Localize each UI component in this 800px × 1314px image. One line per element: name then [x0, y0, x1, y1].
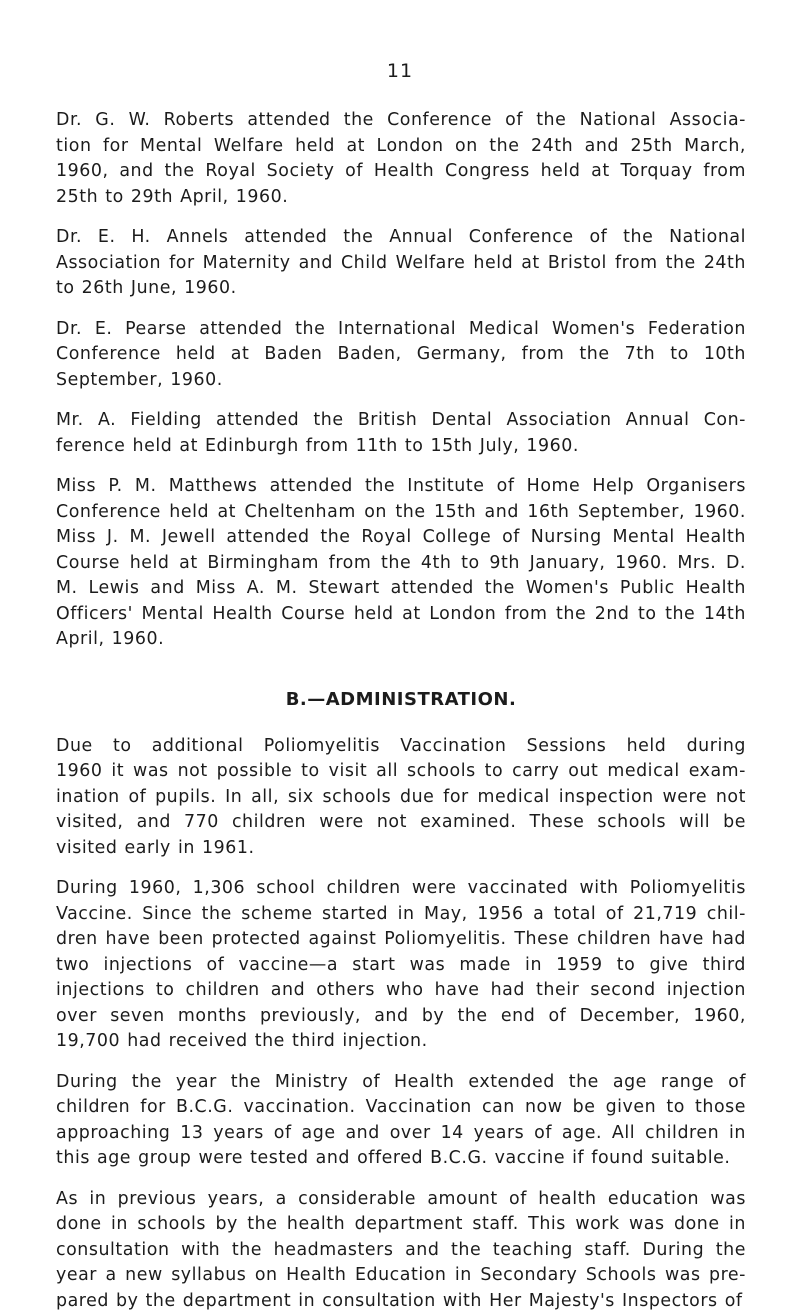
text-line: children for B.C.G. vaccination. Vaccination can now be given to those — [56, 1095, 746, 1121]
text-line: over seven months previously, and by the end of December, 1960, — [56, 1004, 746, 1030]
text-line: During 1960, 1,306 school children were vaccinated with Poliomyelitis — [56, 876, 746, 902]
text-line: September, 1960. — [56, 368, 746, 394]
page-body — [56, 108, 746, 1314]
administration-section — [56, 734, 746, 1314]
text-line: Officers' Mental Health Course held at London from the 2nd to the 14th — [56, 602, 746, 628]
text-line: 25th to 29th April, 1960. — [56, 185, 746, 211]
text-line: Miss P. M. Matthews attended the Institute of Home Help Organisers — [56, 474, 746, 500]
section-heading: B.—ADMINISTRATION. — [56, 689, 746, 710]
text-line: 19,700 had received the third injection. — [56, 1029, 746, 1055]
text-line: Conference held at Baden Baden, Germany, from the 7th to 10th — [56, 342, 746, 368]
text-line: During the year the Ministry of Health extended the age range of — [56, 1070, 746, 1096]
text-line: tion for Mental Welfare held at London on the 24th and 25th March, — [56, 134, 746, 160]
paragraph-roberts — [56, 108, 746, 210]
text-line: done in schools by the health department staff. This work was done in — [56, 1212, 746, 1238]
text-line: injections to children and others who have had their second injection — [56, 978, 746, 1004]
text-line: 1960 it was not possible to visit all schools to carry out medical exam- — [56, 759, 746, 785]
text-line: Mr. A. Fielding attended the British Dental Association Annual Con- — [56, 408, 746, 434]
paragraph-annels — [56, 225, 746, 302]
text-line: Conference held at Cheltenham on the 15th and 16th September, 1960. — [56, 500, 746, 526]
paragraph-pearse — [56, 317, 746, 394]
text-line: Miss J. M. Jewell attended the Royal College of Nursing Mental Health — [56, 525, 746, 551]
paragraph-matthews — [56, 474, 746, 653]
text-line: ination of pupils. In all, six schools due for medical inspection were not — [56, 785, 746, 811]
text-line: April, 1960. — [56, 627, 746, 653]
text-line: year a new syllabus on Health Education in Secondary Schools was pre- — [56, 1263, 746, 1289]
text-line: Dr. G. W. Roberts attended the Conference of the National Associa- — [56, 108, 746, 134]
paragraph-polio-vaccinated — [56, 876, 746, 1055]
text-line: Course held at Birmingham from the 4th to 9th January, 1960. Mrs. D. — [56, 551, 746, 577]
text-line: Dr. E. Pearse attended the International Medical Women's Federation — [56, 317, 746, 343]
text-line: M. Lewis and Miss A. M. Stewart attended the Women's Public Health — [56, 576, 746, 602]
paragraph-polio-sessions — [56, 734, 746, 862]
text-line: visited early in 1961. — [56, 836, 746, 862]
text-line: Vaccine. Since the scheme started in May, 1956 a total of 21,719 chil- — [56, 902, 746, 928]
text-line: ference held at Edinburgh from 11th to 15th July, 1960. — [56, 434, 746, 460]
text-line: this age group were tested and offered B.C.G. vaccine if found suitable. — [56, 1146, 746, 1172]
text-line: Dr. E. H. Annels attended the Annual Conference of the National — [56, 225, 746, 251]
text-line: dren have been protected against Poliomyelitis. These children have had — [56, 927, 746, 953]
text-line: Due to additional Poliomyelitis Vaccination Sessions held during — [56, 734, 746, 760]
conference-attendance-section — [56, 108, 746, 653]
text-line: to 26th June, 1960. — [56, 276, 746, 302]
text-line: consultation with the headmasters and the teaching staff. During the — [56, 1238, 746, 1264]
text-line: pared by the department in consultation with Her Majesty's Inspectors of — [56, 1289, 746, 1314]
text-line: As in previous years, a considerable amount of health education was — [56, 1187, 746, 1213]
text-line: visited, and 770 children were not examined. These schools will be — [56, 810, 746, 836]
text-line: Association for Maternity and Child Welfare held at Bristol from the 24th — [56, 251, 746, 277]
paragraph-health-education — [56, 1187, 746, 1314]
page-number: 11 — [0, 60, 800, 82]
text-line: 1960, and the Royal Society of Health Congress held at Torquay from — [56, 159, 746, 185]
text-line: two injections of vaccine—a start was made in 1959 to give third — [56, 953, 746, 979]
paragraph-fielding — [56, 408, 746, 459]
paragraph-bcg — [56, 1070, 746, 1172]
text-line: approaching 13 years of age and over 14 years of age. All children in — [56, 1121, 746, 1147]
